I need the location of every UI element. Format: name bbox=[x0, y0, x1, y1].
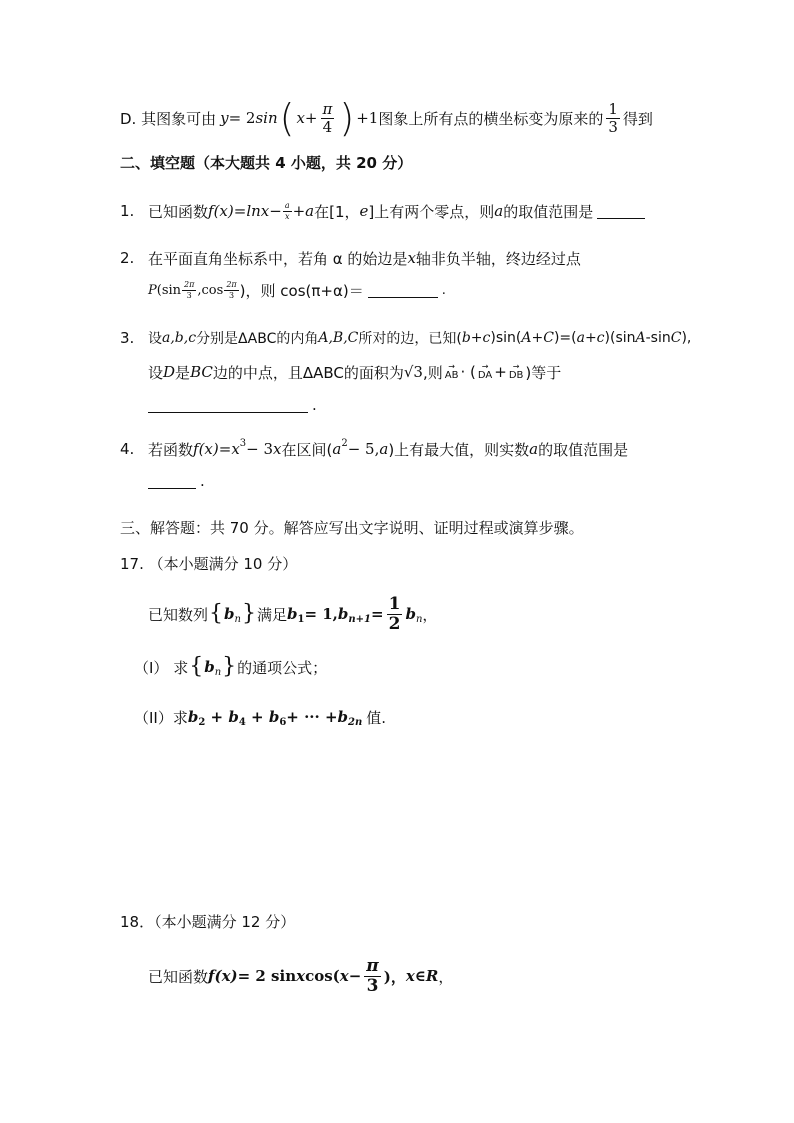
b: b bbox=[405, 605, 416, 623]
q2-x: x bbox=[407, 249, 416, 267]
question-3-line-1 bbox=[120, 326, 691, 350]
plus: + bbox=[304, 109, 318, 127]
q1-fx: f(x) bbox=[208, 202, 234, 220]
right-brace: } bbox=[241, 601, 256, 626]
q3-bc: b+c bbox=[461, 330, 491, 346]
q1-text-3: 的取值范围是 bbox=[503, 202, 594, 221]
q18-fraction bbox=[364, 955, 380, 996]
left-paren: ( bbox=[279, 96, 295, 140]
plus: + bbox=[205, 708, 229, 726]
q18-R: R bbox=[425, 967, 439, 985]
q1-interval: 在[1， bbox=[314, 202, 360, 221]
denominator: 2 bbox=[388, 613, 401, 634]
q17-text-2: 满足 bbox=[256, 605, 287, 624]
b: b bbox=[187, 708, 199, 726]
question-number: 3. bbox=[120, 329, 135, 347]
q1-a2: a bbox=[494, 202, 504, 220]
b: b bbox=[204, 658, 215, 676]
arrow-icon: → bbox=[481, 362, 489, 371]
q17-text-3: ， bbox=[422, 605, 438, 624]
q17-fraction bbox=[387, 593, 403, 634]
q18-f: f(x) bbox=[208, 967, 238, 985]
question-17-header: 17. （本小题满分 10 分） bbox=[120, 554, 298, 573]
q4-text-4: 的取值范围是 bbox=[538, 440, 629, 459]
q18-text: 已知函数 bbox=[148, 967, 209, 986]
question-2-line-1 bbox=[120, 246, 581, 270]
numerator: π bbox=[366, 955, 379, 976]
q1-minus: − bbox=[269, 202, 282, 220]
denominator: 3 bbox=[186, 290, 192, 300]
b: b bbox=[337, 605, 349, 623]
q1-text-2: ]上有两个零点，则 bbox=[368, 202, 495, 221]
q17-eq-2: = bbox=[371, 605, 384, 623]
q4-minus: − 3 bbox=[246, 440, 274, 458]
arrow-icon: → bbox=[448, 362, 455, 371]
numerator: π bbox=[322, 99, 333, 118]
right-brace: } bbox=[222, 654, 237, 679]
q3-sqrt: √3 bbox=[403, 363, 423, 381]
question-17-part-2 bbox=[134, 704, 386, 730]
vector-db bbox=[509, 363, 524, 381]
q1-eq: = bbox=[233, 202, 247, 220]
plus: + bbox=[245, 708, 269, 726]
ellipsis: + ··· + bbox=[286, 708, 338, 726]
q4-x2: x bbox=[273, 440, 282, 458]
question-number: 1. bbox=[120, 202, 135, 220]
q18-in: ∈ bbox=[414, 967, 426, 985]
q1-text: 已知函数 bbox=[148, 202, 209, 221]
arrow-icon: → bbox=[512, 362, 520, 371]
fraction-pi-4 bbox=[321, 99, 335, 136]
q18-x: x bbox=[296, 967, 306, 985]
q4-minus-5: − 5, bbox=[347, 440, 380, 458]
vector-label: AB bbox=[444, 370, 459, 381]
q3-AC: A+C bbox=[521, 330, 554, 346]
question-3-line-3 bbox=[148, 394, 317, 416]
q17-part-1-label: （I） 求 bbox=[134, 658, 189, 677]
q3-l2-text-4: ,则 bbox=[422, 363, 443, 382]
subscript: n bbox=[415, 613, 423, 625]
q3-abc: a,b,c bbox=[162, 330, 197, 346]
left-brace: { bbox=[189, 654, 204, 679]
q4-a: a bbox=[332, 440, 342, 458]
option-d-suffix: 得到 bbox=[622, 109, 653, 128]
question-17-part-1 bbox=[134, 652, 327, 682]
vector-da bbox=[478, 363, 492, 381]
subscript: n bbox=[234, 613, 241, 625]
q17-eq: = 1, bbox=[304, 605, 338, 623]
numerator: 1 bbox=[388, 593, 401, 614]
q2-text-2: 轴非负半轴，终边经过点 bbox=[415, 249, 581, 268]
q4-text-2: 在区间( bbox=[281, 440, 333, 459]
q3-A: A bbox=[635, 330, 646, 346]
q17-part-1-text: 的通项公式； bbox=[237, 658, 328, 677]
q18-2sin: = 2 sin bbox=[237, 967, 297, 985]
var-x: x bbox=[296, 109, 305, 127]
fraction-1-3 bbox=[606, 99, 620, 136]
denominator: 3 bbox=[608, 117, 618, 136]
subscript: 2 bbox=[198, 716, 206, 728]
q2-p: P bbox=[148, 282, 157, 298]
q18-end: ， bbox=[438, 967, 454, 986]
q2-close: )，则 cos(π+α)＝ bbox=[239, 281, 364, 300]
answer-blank[interactable] bbox=[368, 283, 438, 298]
q3-end-1: ), bbox=[681, 330, 692, 346]
sin: sin bbox=[255, 109, 278, 127]
q1-plus: + bbox=[292, 202, 306, 220]
option-d-middle: 图象上所有点的横坐标变为原来的 bbox=[378, 109, 604, 128]
question-18-stem bbox=[148, 954, 453, 998]
q3-ac: a+c bbox=[576, 330, 605, 346]
vector-label: DA bbox=[477, 370, 493, 381]
q3-l2-text-5: )等于 bbox=[525, 363, 562, 382]
q3-text-3: 所对的边，已知( bbox=[358, 331, 462, 347]
numerator: a bbox=[284, 200, 290, 210]
q4-a3: a bbox=[529, 440, 539, 458]
subscript: 4 bbox=[238, 716, 246, 728]
q2-frac-2 bbox=[224, 281, 238, 300]
denominator: x bbox=[284, 211, 290, 221]
q17-part-2-text: 值. bbox=[366, 708, 387, 727]
denominator: 3 bbox=[366, 975, 379, 996]
q2-text: 在平面直角坐标系中，若角 α 的始边是 bbox=[148, 249, 408, 268]
q2-sin: (sin bbox=[156, 282, 182, 298]
question-1 bbox=[120, 198, 649, 224]
q2-cos: ,cos bbox=[197, 282, 224, 298]
q18-x2: x bbox=[339, 967, 349, 985]
q3-D: D bbox=[163, 363, 176, 381]
q4-exp: 3 bbox=[239, 437, 247, 449]
subscript: 2n bbox=[348, 716, 363, 728]
eq-2: = 2 bbox=[228, 109, 256, 127]
vector-label: DB bbox=[508, 370, 524, 381]
q4-end: . bbox=[200, 472, 205, 490]
q3-l2-text: 设 bbox=[148, 363, 164, 382]
subscript: 6 bbox=[279, 716, 287, 728]
question-number: 4. bbox=[120, 440, 135, 458]
denominator: 3 bbox=[228, 290, 235, 300]
q18-minus: − bbox=[348, 967, 362, 985]
right-paren: ) bbox=[339, 96, 355, 140]
question-17-stem bbox=[148, 592, 437, 636]
question-3-line-2 bbox=[148, 358, 561, 386]
answer-blank[interactable] bbox=[597, 204, 645, 219]
q4-text-3: )上有最大值，则实数 bbox=[388, 440, 530, 459]
q3-sin: )sin( bbox=[490, 330, 522, 346]
q4-x: x bbox=[231, 440, 240, 458]
q3-sin-2: )(sin bbox=[604, 330, 636, 346]
q3-text: 设 bbox=[148, 331, 162, 347]
left-brace: { bbox=[209, 601, 224, 626]
q4-exp2: 2 bbox=[341, 437, 348, 449]
q3-dot: · ( bbox=[460, 363, 476, 381]
question-number: 2. bbox=[120, 249, 135, 267]
q1-e: e bbox=[359, 202, 369, 220]
q3-minus-sin: -sin bbox=[645, 330, 671, 346]
q3-l2-text-2: 是 bbox=[175, 363, 191, 382]
b: b bbox=[224, 605, 235, 623]
numerator: 2π bbox=[226, 279, 237, 289]
q1-a: a bbox=[305, 202, 315, 220]
answer-blank[interactable] bbox=[148, 398, 308, 413]
answer-blank[interactable] bbox=[148, 474, 196, 489]
subscript: n bbox=[214, 666, 222, 678]
b: b bbox=[286, 605, 298, 623]
question-4-line-2 bbox=[148, 470, 205, 492]
q3-C: C bbox=[670, 330, 682, 346]
b: b bbox=[268, 708, 280, 726]
question-4-line-1 bbox=[120, 436, 628, 462]
plus-1: +1 bbox=[356, 109, 379, 127]
section-3-title: 三、解答题：共 70 分。解答应写出文字说明、证明过程或演算步骤。 bbox=[120, 518, 584, 537]
option-d-prefix: D. 其图象可由 bbox=[120, 109, 217, 128]
q3-BC: BC bbox=[190, 363, 213, 381]
q3-eq: )=( bbox=[553, 330, 577, 346]
subscript: 1 bbox=[297, 613, 305, 625]
option-d bbox=[120, 96, 653, 140]
question-2-line-2 bbox=[148, 276, 446, 304]
q2-end: . bbox=[441, 282, 446, 298]
q1-lnx: lnx bbox=[246, 202, 270, 220]
numerator: 1 bbox=[608, 99, 618, 118]
q1-fraction bbox=[283, 202, 292, 221]
q18-x3: x bbox=[405, 967, 415, 985]
q3-text-2: 分别是ΔABC的内角 bbox=[196, 331, 319, 347]
numerator: 2π bbox=[184, 279, 195, 289]
q4-a2: a bbox=[379, 440, 389, 458]
question-18-header: 18．（本小题满分 12 分） bbox=[120, 912, 296, 931]
q4-eq: = bbox=[218, 440, 232, 458]
b: b bbox=[228, 708, 239, 726]
subscript: n+1 bbox=[348, 613, 372, 625]
var-y: y bbox=[220, 109, 229, 127]
q4-fx: f(x) bbox=[193, 440, 219, 458]
q4-text: 若函数 bbox=[148, 440, 194, 459]
q18-close: )， bbox=[383, 967, 406, 986]
denominator: 4 bbox=[322, 117, 333, 136]
q3-l2-text-3: 边的中点，且ΔABC的面积为 bbox=[212, 363, 404, 382]
section-2-title: 二、填空题（本大题共 4 小题，共 20 分） bbox=[120, 153, 413, 172]
q3-end: . bbox=[312, 396, 317, 414]
b: b bbox=[337, 708, 349, 726]
q18-cos: cos( bbox=[305, 967, 340, 985]
q17-text: 已知数列 bbox=[148, 605, 209, 624]
q3-ABC: A,B,C bbox=[318, 330, 359, 346]
vector-ab bbox=[445, 363, 459, 381]
q2-frac-1 bbox=[182, 281, 196, 300]
q3-plus: + bbox=[494, 363, 507, 381]
q17-part-2-label: （II）求 bbox=[134, 708, 188, 727]
